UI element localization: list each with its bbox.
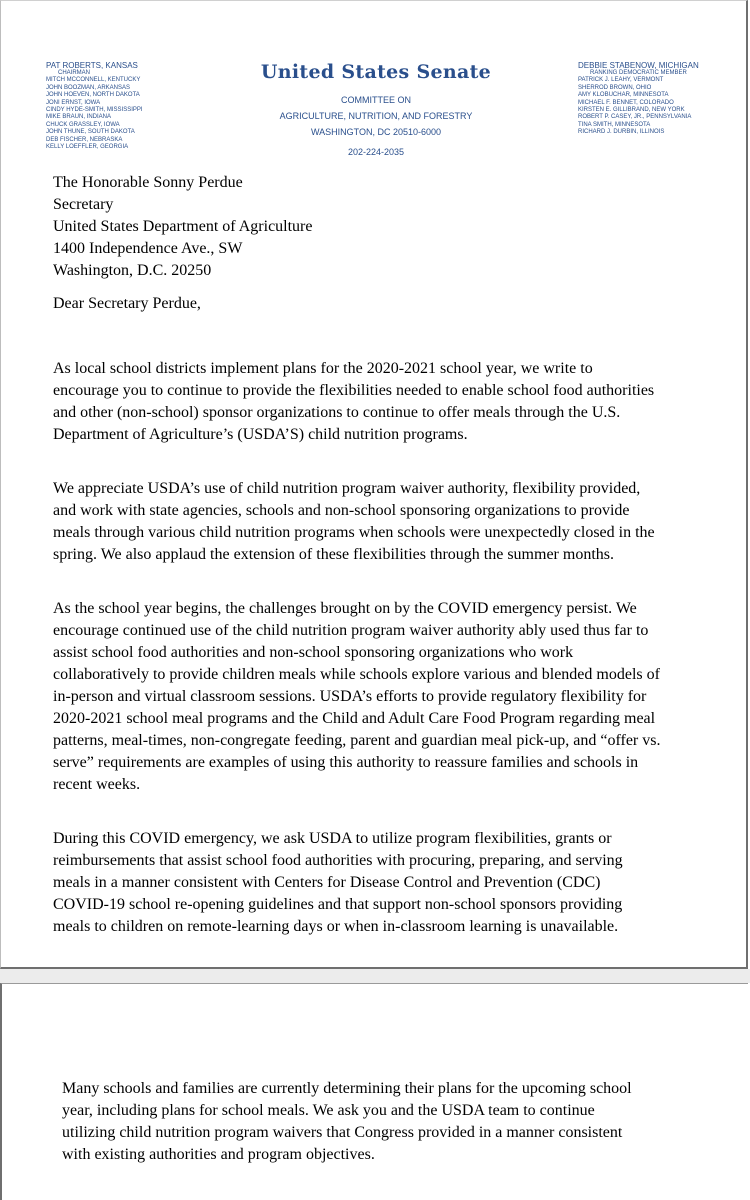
letter-body <box>53 358 703 938</box>
recipient-address <box>53 172 703 282</box>
member-name: ROBERT P. CASEY, JR., PENNSYLVANIA <box>578 114 692 121</box>
address-line: Washington, D.C. 20250 <box>53 262 212 279</box>
member-name: RICHARD J. DURBIN, ILLINOIS <box>578 129 665 136</box>
member-name: CINDY HYDE-SMITH, MISSISSIPPI <box>46 107 143 114</box>
majority-members-list <box>46 61 226 151</box>
text-line: meals to children on remote-learning days or when in-classroom learning is unavailable. <box>53 918 619 935</box>
text-line: and other (non-school) sponsor organizations to continue to offer meals through the U.S. <box>53 404 621 421</box>
member-name: TINA SMITH, MINNESOTA <box>578 121 651 128</box>
body-paragraph <box>53 828 703 938</box>
text-line: meals in a manner consistent with Centers for Disease Control and Prevention (CDC) <box>53 874 601 891</box>
member-name: MITCH MCCONNELL, KENTUCKY <box>46 77 141 84</box>
text-line: patterns, meal-times, non-congregate feeding, parent and guardian meal pick-up, and “offer vs. <box>53 732 661 749</box>
page-separator <box>0 969 750 983</box>
member-name: KELLY LOEFFLER, GEORGIA <box>46 144 129 151</box>
member-name: JOHN BOOZMAN, ARKANSAS <box>46 84 131 91</box>
member-name: PATRICK J. LEAHY, VERMONT <box>578 77 664 84</box>
text-line: encourage you to continue to provide the flexibilities needed to enable school food authorities <box>53 382 655 399</box>
ranking-member-role: RANKING DEMOCRATIC MEMBER <box>590 70 687 76</box>
text-line: with existing authorities and program objectives. <box>62 1146 375 1163</box>
member-name: JOHN THUNE, SOUTH DAKOTA <box>46 129 135 136</box>
text-line: assist school food authorities and non-school sponsoring organizations who work <box>53 644 574 661</box>
text-line: 2020-2021 school meal programs and the Child and Adult Care Food Program regarding meal <box>53 710 656 727</box>
text-line: As local school districts implement plans for the 2020-2021 school year, we write to <box>53 360 593 377</box>
text-line: Department of Agriculture’s (USDA’S) child nutrition programs. <box>53 426 468 443</box>
text-line: spring. We also applaud the extension of these flexibilities through the summer months. <box>53 546 614 563</box>
text-line: reimbursements that assist school food authorities with procuring, preparing, and serving <box>53 852 623 869</box>
committee-line: COMMITTEE ON <box>341 95 411 105</box>
address-line: 1400 Independence Ave., SW <box>53 240 243 257</box>
chairman-role: CHAIRMAN <box>58 70 91 76</box>
text-line: Many schools and families are currently determining their plans for the upcoming school <box>62 1080 632 1097</box>
text-line: As the school year begins, the challenges brought on by the COVID emergency persist. We <box>53 600 637 617</box>
body-paragraph <box>53 598 703 796</box>
body-paragraph <box>53 478 703 566</box>
text-line: During this COVID emergency, we ask USDA to utilize program flexibilities, grants or <box>53 830 612 847</box>
committee-phone: 202-224-2035 <box>347 147 405 157</box>
member-name: DEB FISCHER, NEBRASKA <box>46 136 123 143</box>
member-name: JONI ERNST, IOWA <box>46 99 101 106</box>
member-name: CHUCK GRASSLEY, IOWA <box>46 121 120 128</box>
letterhead-center <box>251 61 501 160</box>
chairman-name: PAT ROBERTS, KANSAS <box>46 61 138 70</box>
ranking-member-name: DEBBIE STABENOW, MICHIGAN <box>578 61 699 70</box>
text-line: and work with state agencies, schools and non-school sponsoring organizations to provide <box>53 502 630 519</box>
member-name: SHERROD BROWN, OHIO <box>578 84 652 91</box>
text-line: collaboratively to provide children meals while schools explore various and blended models of <box>53 666 660 683</box>
text-line: serve” requirements are examples of using this authority to reassure families and schools in <box>53 754 639 771</box>
member-name: MICHAEL F. BENNET, COLORADO <box>578 99 674 106</box>
address-line: Secretary <box>53 196 114 213</box>
address-line: The Honorable Sonny Perdue <box>53 174 243 191</box>
committee-line: AGRICULTURE, NUTRITION, AND FORESTRY <box>279 111 473 121</box>
minority-members-list <box>578 61 743 137</box>
member-name: JOHN HOEVEN, NORTH DAKOTA <box>46 92 140 99</box>
member-name: MIKE BRAUN, INDIANA <box>46 114 112 121</box>
member-name: KIRSTEN E. GILLIBRAND, NEW YORK <box>578 107 685 114</box>
senate-title: United States Senate <box>260 61 492 83</box>
text-line: COVID-19 school re-opening guidelines and that support non-school sponsors providing <box>53 896 623 913</box>
text-line: utilizing child nutrition program waivers that Congress provided in a manner consistent <box>62 1124 623 1141</box>
page2-paragraph <box>62 1078 712 1166</box>
text-line: meals through various child nutrition programs when schools were unexpectedly closed in the <box>53 524 655 541</box>
body-paragraph <box>53 358 703 446</box>
letter-page-2 <box>0 983 748 1200</box>
salutation: Dear Secretary Perdue, <box>53 295 201 312</box>
committee-line: WASHINGTON, DC 20510-6000 <box>310 127 442 137</box>
text-line: in-person and virtual classroom sessions. USDA’s efforts to provide regulatory flexibility for <box>53 688 647 705</box>
member-name: AMY KLOBUCHAR, MINNESOTA <box>578 92 669 99</box>
text-line: We appreciate USDA’s use of child nutrition program waiver authority, flexibility provided, <box>53 480 641 497</box>
text-line: recent weeks. <box>53 776 141 793</box>
address-line: United States Department of Agriculture <box>53 218 313 235</box>
text-line: encourage continued use of the child nutrition program waiver authority ably used thus far to <box>53 622 649 639</box>
text-line: year, including plans for school meals. We ask you and the USDA team to continue <box>62 1102 595 1119</box>
